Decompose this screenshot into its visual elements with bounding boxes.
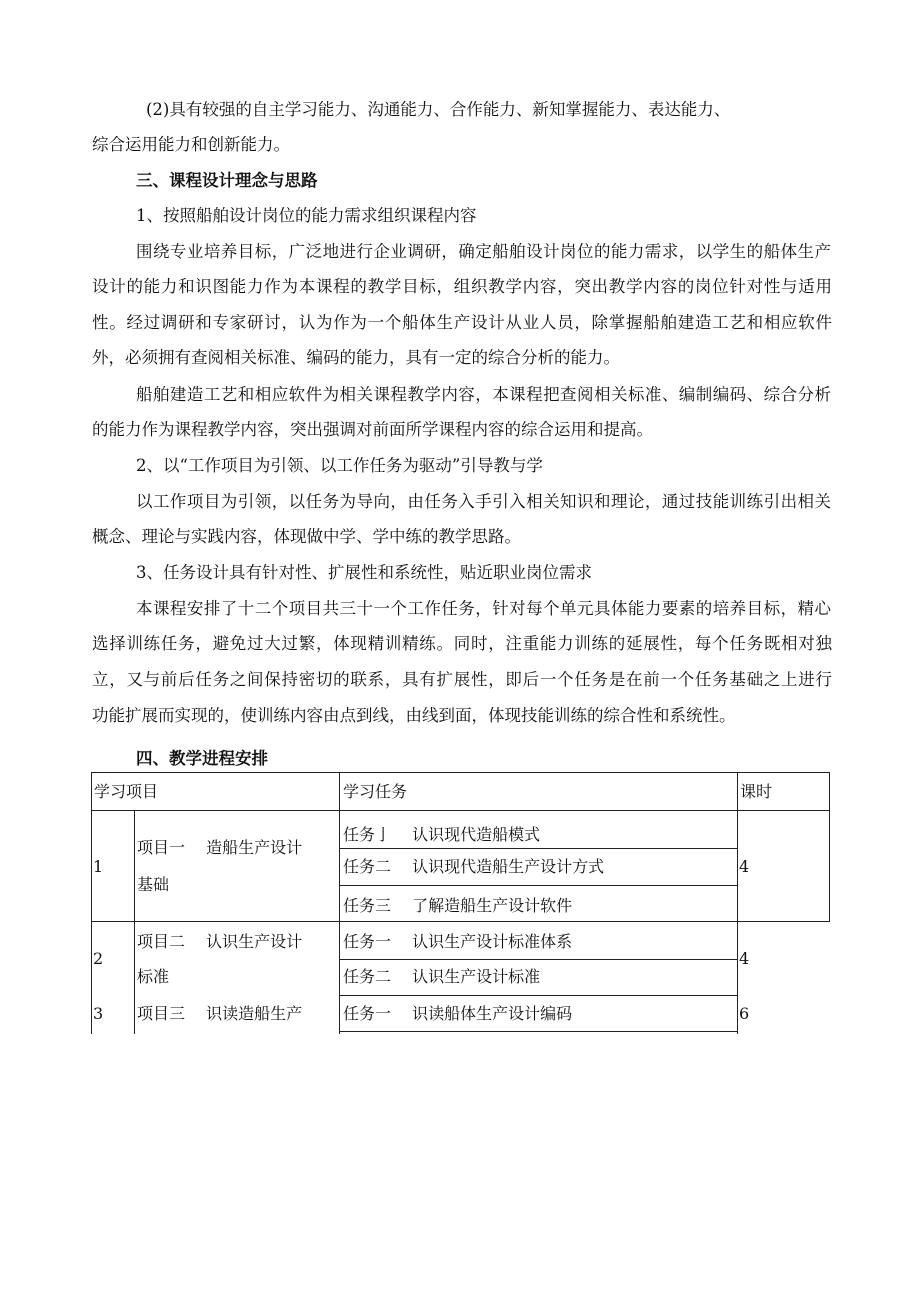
hours-value: 4 xyxy=(739,857,750,876)
para-line: 综合运用能力和创新能力。 xyxy=(92,135,290,154)
project-name: 项目二 认识生产设计 xyxy=(137,932,303,951)
project-name: 基础 xyxy=(137,875,170,894)
section-heading-4: 四、教学进程安排 xyxy=(136,749,268,768)
table-border xyxy=(339,959,737,960)
row-number: 1 xyxy=(93,857,104,876)
hours-value: 6 xyxy=(739,1004,750,1023)
para-line: 性。经过调研和专家研讨，认为作为一个船体生产设计从业人员，除掌握船舶建造工艺和相应软件 xyxy=(92,313,832,332)
table-border xyxy=(737,772,738,1034)
task-item: 任务三 了解造船生产设计软件 xyxy=(343,896,573,915)
table-border xyxy=(339,885,737,886)
table-border xyxy=(339,772,340,1034)
table-border xyxy=(339,995,737,996)
task-item: 任务二 认识现代造船生产设计方式 xyxy=(343,857,605,876)
task-item: 任务二 认识生产设计标准 xyxy=(343,967,541,986)
project-name: 项目一 造船生产设计 xyxy=(137,838,303,857)
para-line: 外，必须拥有查阅相关标准、编码的能力，具有一定的综合分析的能力。 xyxy=(92,348,620,367)
para-line: 船舶建造工艺和相应软件为相关课程教学内容，本课程把查阅相关标准、编制编码、综合分析 xyxy=(136,385,831,404)
project-name: 项目三 识读造船生产 xyxy=(137,1004,303,1023)
row-number: 3 xyxy=(93,1004,104,1023)
para-line: 以工作项目为引领，以任务为导向，由任务入手引入相关知识和理论，通过技能训练引出相关 xyxy=(136,492,831,511)
header-project: 学习项目 xyxy=(94,782,159,801)
para-line: (2)具有较强的自主学习能力、沟通能力、合作能力、新知掌握能力、表达能力、 xyxy=(146,100,731,119)
para-line: 立，又与前后任务之间保持密切的联系，具有扩展性，即后一个任务是在前一个任务基础之上进行 xyxy=(92,670,832,689)
table-border xyxy=(91,772,829,773)
hours-value: 4 xyxy=(739,949,750,968)
table-border xyxy=(91,772,92,1034)
table-border xyxy=(829,772,830,922)
table-border xyxy=(91,810,829,811)
para-line: 功能扩展而实现的，使训练内容由点到线，由线到面，体现技能训练的综合性和系统性。 xyxy=(92,706,736,725)
para-line: 围绕专业培养目标，广泛地进行企业调研，确定船舶设计岗位的能力需求，以学生的船体生产 xyxy=(136,242,831,261)
subsection-title-1: 1、按照船舶设计岗位的能力需求组织课程内容 xyxy=(136,206,477,225)
task-item: 任务一 认识生产设计标准体系 xyxy=(343,932,573,951)
para-line: 设计的能力和识图能力作为本课程的教学目标，组织教学内容，突出教学内容的岗位针对性与适用 xyxy=(92,277,832,296)
task-item: 任务亅 认识现代造船模式 xyxy=(343,825,541,844)
table-border xyxy=(91,921,829,922)
table-border xyxy=(339,1031,737,1032)
para-line: 本课程安排了十二个项目共三十一个工作任务，针对每个单元具体能力要素的培养目标，精心 xyxy=(136,599,831,618)
project-name: 标准 xyxy=(137,967,170,986)
row-number: 2 xyxy=(93,949,104,968)
task-item: 任务一 识读船体生产设计编码 xyxy=(343,1004,573,1023)
header-task: 学习任务 xyxy=(343,782,408,801)
para-line: 选择训练任务，避免过大过繁，体现精训精练。同时，注重能力训练的延展性，每个任务既相对独 xyxy=(92,634,832,653)
table-border xyxy=(339,848,737,849)
para-line: 的能力作为课程教学内容，突出强调对前面所学课程内容的综合运用和提高。 xyxy=(92,420,653,439)
section-heading-3: 三、课程设计理念与思路 xyxy=(136,171,318,190)
table-border xyxy=(134,810,135,1034)
header-hours: 课时 xyxy=(740,782,773,801)
subsection-title-3: 3、任务设计具有针对性、扩展性和系统性，贴近职业岗位需求 xyxy=(136,563,592,582)
para-line: 概念、理论与实践内容，体现做中学、学中练的教学思路。 xyxy=(92,527,521,546)
subsection-title-2: 2、以“工作项目为引领、以工作任务为驱动”引导教与学 xyxy=(136,456,543,475)
